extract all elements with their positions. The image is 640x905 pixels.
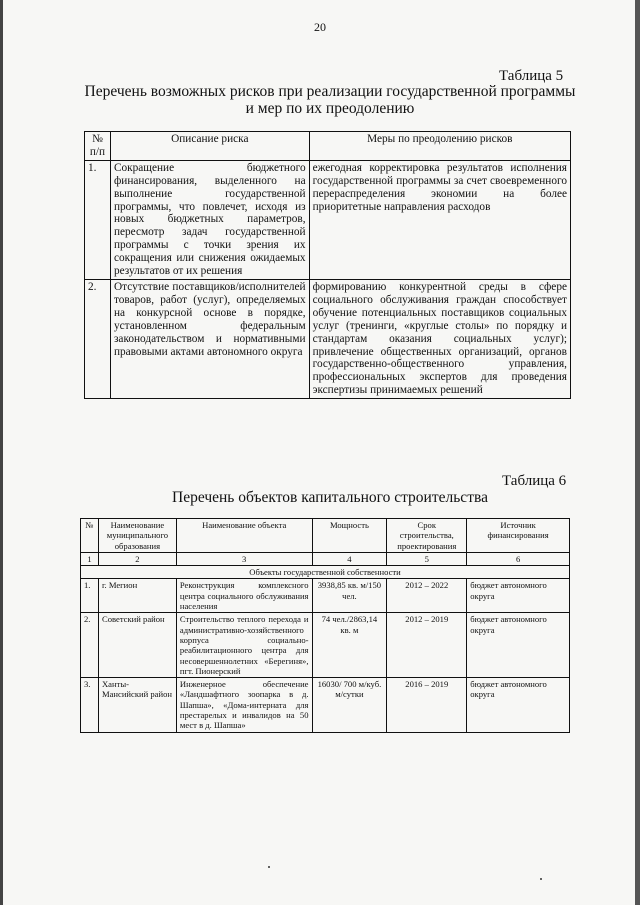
scan-edge-left — [0, 0, 3, 905]
row-num: 2. — [81, 613, 99, 678]
table5-title — [60, 83, 600, 117]
row-num: 3. — [81, 678, 99, 732]
header-period: Срок строительства, проектирования — [387, 519, 467, 553]
col-number: 4 — [312, 552, 387, 565]
table-row — [85, 160, 571, 279]
risk-description: Сокращение бюджетного финансирования, выделенного на выполнение государственной программы, что повлечет, исходя из новых бюджетных параметров, пересмотр задач государственной программы с точки зрения их сокращения или снижения ожидаемых результатов от их решения — [110, 160, 309, 279]
header-municipality: Наименование муниципального образования — [98, 519, 176, 553]
col-number: 6 — [467, 552, 570, 565]
period: 2012 – 2019 — [387, 613, 467, 678]
capacity: 74 чел./2863,14 кв. м — [312, 613, 387, 678]
municipality: Советский район — [98, 613, 176, 678]
risk-measures: ежегодная корректировка результатов исполнения государственной программы за счет своевременного перераспределения экономии на более приоритетные направления расходов — [309, 160, 570, 279]
scan-speck — [268, 866, 270, 868]
header-capacity: Мощность — [312, 519, 387, 553]
table5-title-line1: Перечень возможных рисков при реализации государственной программы — [84, 83, 576, 100]
table-row — [81, 678, 570, 732]
row-num: 2. — [85, 279, 111, 398]
risk-measures: формированию конкурентной среды в сфере социального обслуживания граждан способствует обучение потенциальных поставщиков социальных услуг (тренинги, «круглые столы» по порядку и стандартам оказания социальных услуг); привлечение общественных организаций, органов государственно-общественного управления, профессиональных экспертов для проведения экспертизы принимаемых решений — [309, 279, 570, 398]
funding-source: бюджет автономного округа — [467, 678, 570, 732]
capacity: 16030/ 700 м/куб. м/сутки — [312, 678, 387, 732]
header-risk: Описание риска — [110, 132, 309, 161]
scan-speck — [540, 878, 542, 880]
col-number: 2 — [98, 552, 176, 565]
section-title: Объекты государственной собственности — [81, 566, 570, 579]
capacity: 3938,85 кв. м/150 чел. — [312, 579, 387, 613]
funding-source: бюджет автономного округа — [467, 579, 570, 613]
col-number: 5 — [387, 552, 467, 565]
col-number: 3 — [176, 552, 312, 565]
period: 2016 – 2019 — [387, 678, 467, 732]
object-name: Инженерное обеспечение «Ландшафтного зоопарка в д. Шапша», «Дома-интерната для престарелых и инвалидов на 50 мест в д. Шапша» — [176, 678, 312, 732]
table-header-row — [85, 132, 571, 161]
funding-source: бюджет автономного округа — [467, 613, 570, 678]
table-header-row — [81, 519, 570, 553]
header-measures: Меры по преодолению рисков — [309, 132, 570, 161]
risks-table — [84, 131, 571, 399]
table6-label: Таблица 6 — [502, 473, 567, 489]
col-number: 1 — [81, 552, 99, 565]
municipality: Ханты-Мансийский район — [98, 678, 176, 732]
header-num: № — [81, 519, 99, 553]
row-num: 1. — [81, 579, 99, 613]
table6-title: Перечень объектов капитального строительства — [172, 489, 488, 506]
section-row — [81, 566, 570, 579]
table-row — [81, 579, 570, 613]
header-object: Наименование объекта — [176, 519, 312, 553]
page-number: 20 — [314, 20, 326, 34]
construction-objects-table — [80, 518, 570, 733]
table-row — [81, 613, 570, 678]
municipality: г. Мегион — [98, 579, 176, 613]
table5-label: Таблица 5 — [499, 68, 564, 84]
scan-edge-right — [635, 0, 640, 905]
object-name: Строительство теплого перехода и административно-хозяйственного корпуса социально-реабилитационного центра для несовершеннолетних «Берегиня», пгт. Пионерский — [176, 613, 312, 678]
object-name: Реконструкция комплексного центра социального обслуживания населения — [176, 579, 312, 613]
column-number-row — [81, 552, 570, 565]
risk-description: Отсутствие поставщиков/исполнителей товаров, работ (услуг), определяемых на конкурсной основе в порядке, установленном федеральным законодательством и нормативными правовыми актами автономного округа — [110, 279, 309, 398]
table-row — [85, 279, 571, 398]
header-num: № п/п — [85, 132, 111, 161]
header-source: Источник финансирования — [467, 519, 570, 553]
period: 2012 – 2022 — [387, 579, 467, 613]
row-num: 1. — [85, 160, 111, 279]
table5-title-line2: и мер по их преодолению — [245, 100, 415, 117]
